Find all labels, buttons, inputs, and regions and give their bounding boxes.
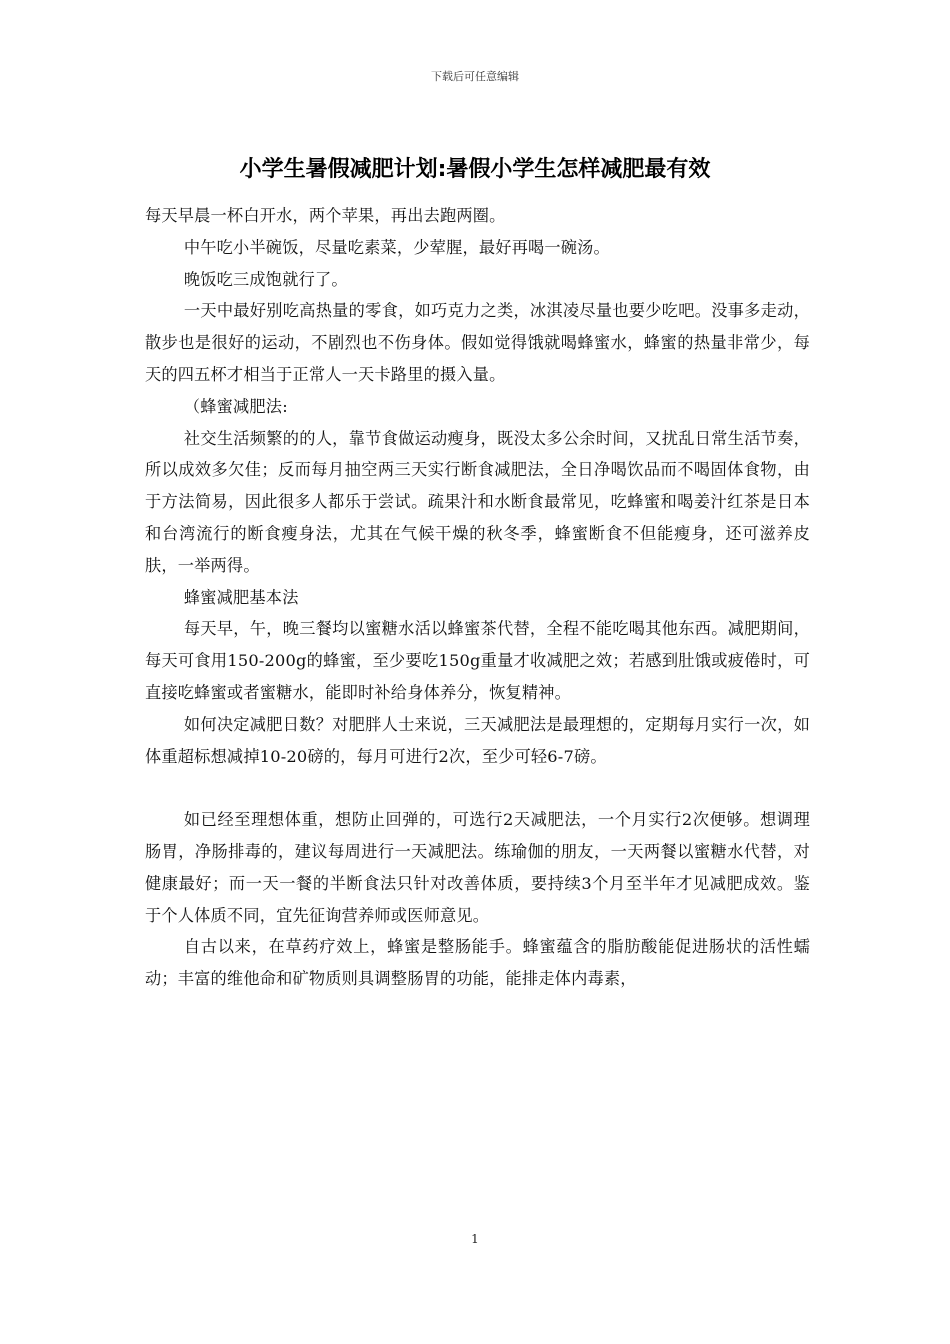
blank-line [145,772,810,804]
paragraph: 中午吃小半碗饭，尽量吃素菜，少荤腥，最好再喝一碗汤。 [183,237,610,257]
document-body [145,200,810,995]
paragraph: 每天早，午，晚三餐均以蜜糖水活以蜂蜜茶代替，全程不能吃喝其他东西。减肥期间，每天可食用150-200g的蜂蜜，至少要吃150g重量才收减肥之效；若感到肚饿或疲倦时，可直接吃蜂蜜或者蜜糖水，能即时补给身体养分，恢复精神。 [145,619,810,702]
paragraph: 如何决定减肥日数？对肥胖人士来说，三天减肥法是最理想的，定期每月实行一次，如体重超标想减掉10-20磅的，每月可进行2次，至少可轻6-7磅。 [145,714,810,766]
paragraph: 蜂蜜减肥基本法 [183,587,299,607]
paragraph: 一天中最好别吃高热量的零食，如巧克力之类，冰淇凌尽量也要少吃吧。没事多走动，散步也是很好的运动，不剧烈也不伤身体。假如觉得饿就喝蜂蜜水，蜂蜜的热量非常少，每天的四五杯才相当于正常人一天卡路里的摄入量。 [145,301,810,384]
paragraph: 自古以来，在草药疗效上，蜂蜜是整肠能手。蜂蜜蕴含的脂肪酸能促进肠状的活性蠕动；丰富的维他命和矿物质则具调整肠胃的功能，能排走体内毒素， [145,937,810,989]
page-number: 1 [471,1232,479,1246]
paragraph: 晚饭吃三成饱就行了。 [183,269,348,289]
document-title: 小学生暑假减肥计划:暑假小学生怎样减肥最有效 [239,157,711,182]
paragraph: 社交生活频繁的的人，靠节食做运动瘦身，既没太多公余时间，又扰乱日常生活节奏，所以成效多欠佳；反而每月抽空两三天实行断食减肥法，全日净喝饮品而不喝固体食物，由于方法简易，因此很多人都乐于尝试。疏果汁和水断食最常见，吃蜂蜜和喝姜汁红茶是日本和台湾流行的断食瘦身法，尤其在气候干燥的秋冬季，蜂蜜断食不但能瘦身，还可滋养皮肤，一举两得。 [145,428,810,575]
paragraph: 如已经至理想体重，想防止回弹的，可选行2天减肥法，一个月实行2次便够。想调理肠胃，净肠排毒的，建议每周进行一天减肥法。练瑜伽的朋友，一天两餐以蜜糖水代替，对健康最好；而一天一餐的半断食法只针对改善体质，要持续3个月至半年才见减肥成效。鉴于个人体质不同，宜先征询营养师或医师意见。 [145,810,810,925]
header-note: 下载后可任意编辑 [431,70,519,83]
paragraph: 每天早晨一杯白开水，两个苹果，再出去跑两圈。 [145,206,506,225]
paragraph: （蜂蜜减肥法: [183,396,288,416]
